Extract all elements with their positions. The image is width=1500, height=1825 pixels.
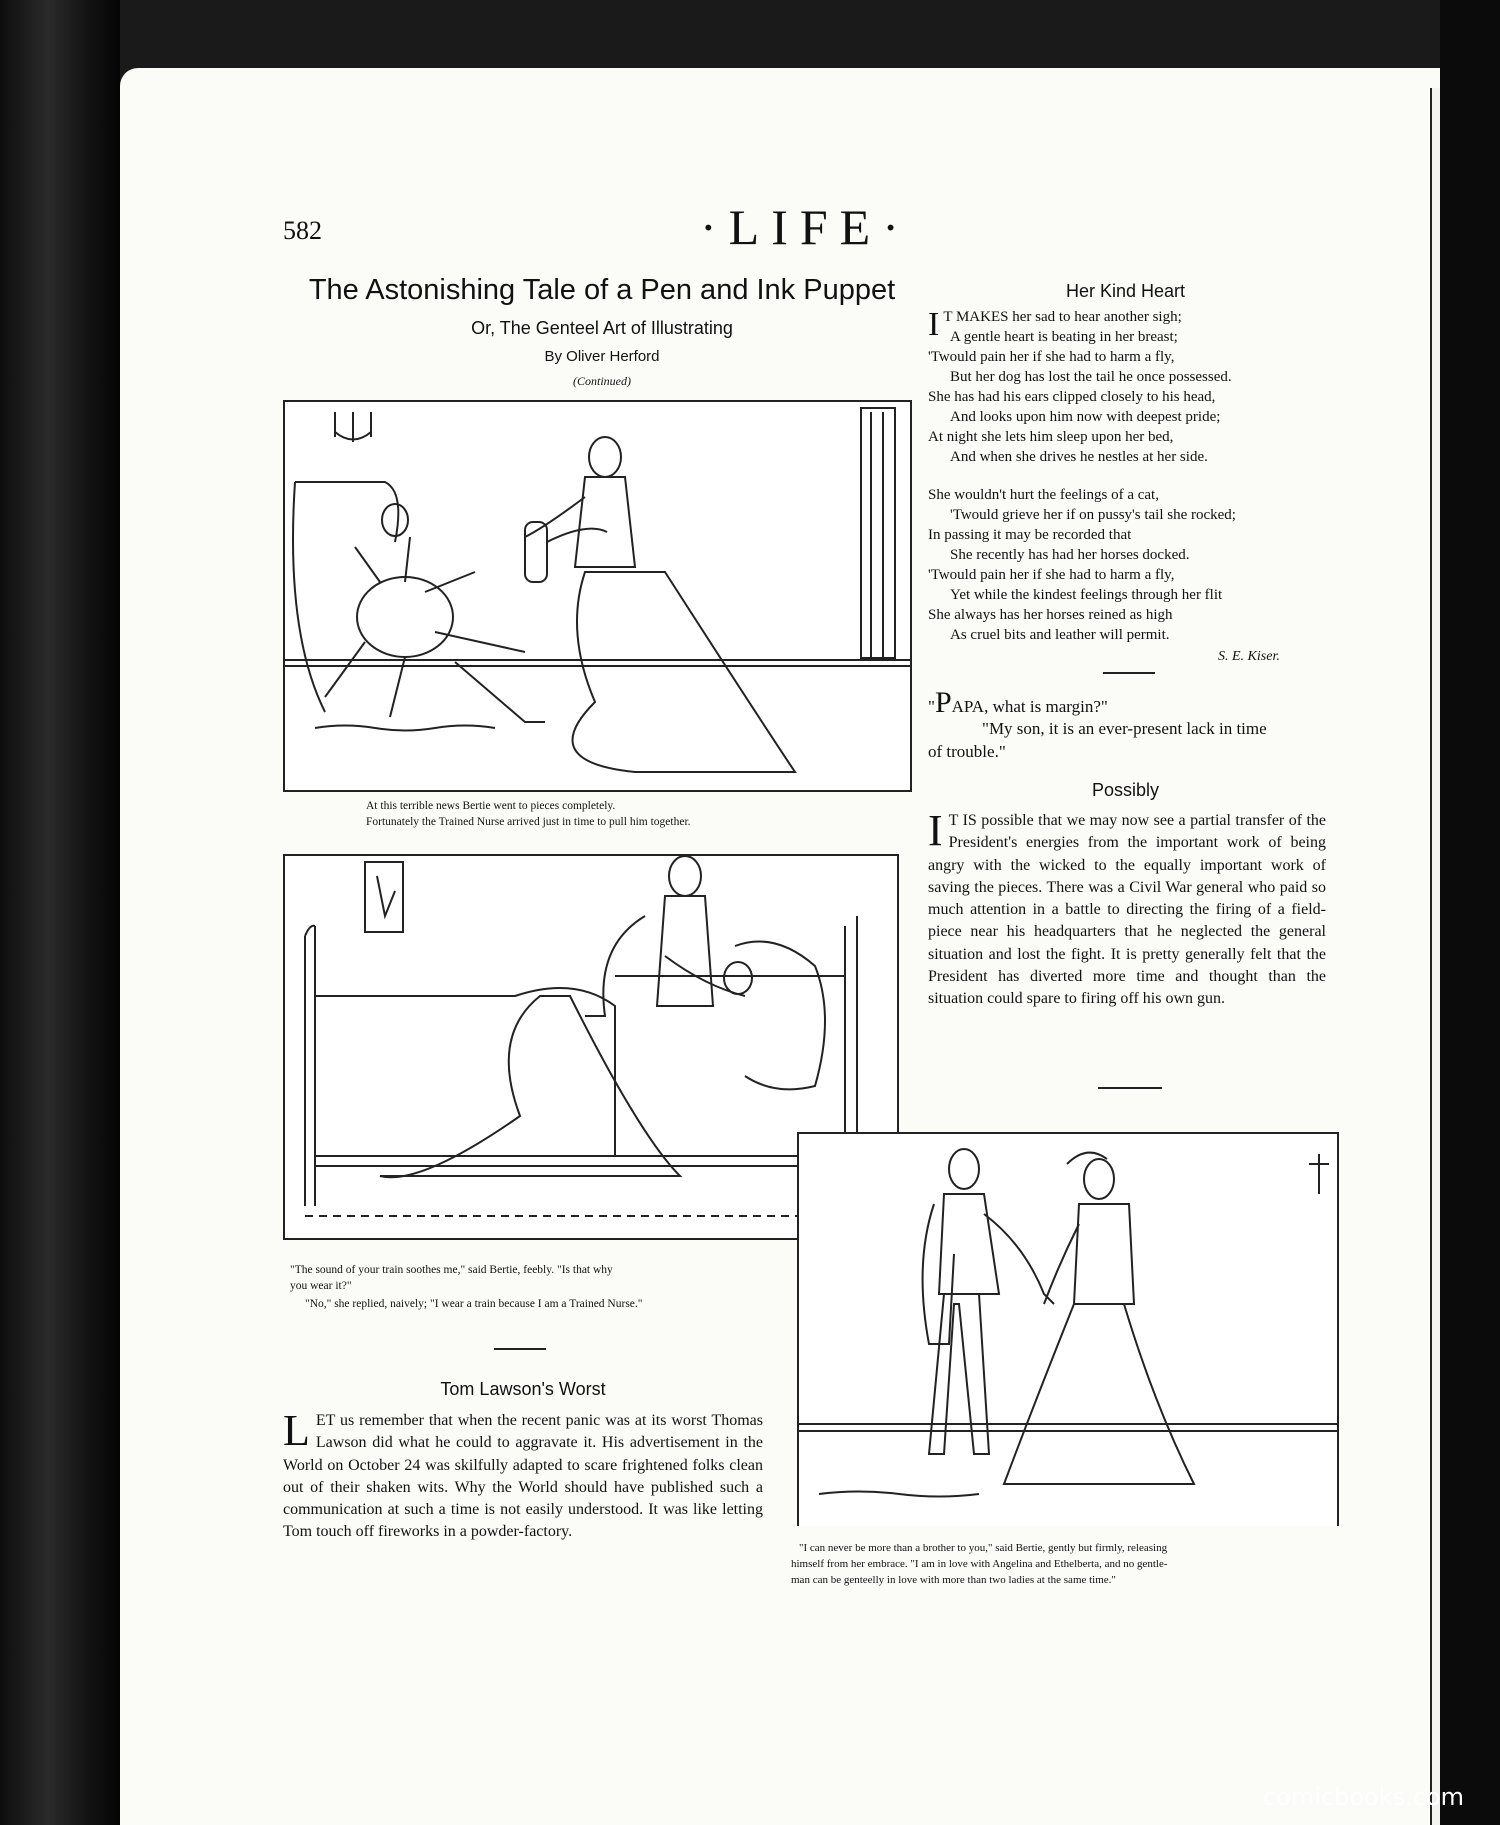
article-byline: By Oliver Herford — [544, 348, 660, 365]
poem-stanza-2 — [928, 485, 1328, 645]
papa-joke — [928, 686, 1328, 763]
poem-author: S. E. Kiser. — [1218, 649, 1280, 664]
poem-line-6: And looks upon him now with deepest pride; — [950, 409, 1221, 425]
drop-cap-i-2: I — [928, 806, 943, 855]
poem-line-11: In passing it may be recorded that — [928, 527, 1132, 543]
poem-line-16: As cruel bits and leather will permit. — [950, 627, 1170, 643]
page-number: 582 — [283, 216, 322, 245]
caption-1-line-2: Fortunately the Trained Nurse arrived just in time to pull him together. — [366, 816, 691, 828]
scan-dark-margin — [0, 0, 120, 1825]
divider-rule — [1098, 1087, 1162, 1089]
possibly-body — [928, 806, 1327, 1011]
poem-line-10: 'Twould grieve her if on pussy's tail she rocked; — [950, 507, 1236, 523]
drop-cap-i: I — [928, 306, 940, 343]
poem-line-3: 'Twould pain her if she had to harm a fly, — [928, 349, 1175, 365]
caption-1-line-1: At this terrible news Bertie went to pieces completely. — [366, 800, 616, 812]
drop-cap-p: P — [934, 686, 952, 719]
poem-stanza-1 — [928, 307, 1328, 467]
illustration-nurse-puppet — [283, 400, 912, 792]
poem-heading: Her Kind Heart — [1065, 281, 1186, 301]
continued-note: (Continued) — [573, 374, 631, 388]
papa-line-3: of trouble." — [928, 741, 1006, 761]
poem-line-13: 'Twould pain her if she had to harm a fly, — [928, 567, 1175, 583]
poem-line-14: Yet while the kindest feelings through her flit — [950, 587, 1223, 603]
watermark: comicbooks.com — [1262, 1783, 1464, 1811]
caption-2-line-2: you wear it?" — [290, 1280, 352, 1292]
caption-3-line-1: "I can never be more than a brother to you," said Bertie, gently but firmly, releasing — [799, 1542, 1168, 1554]
possibly-heading: Possibly — [1091, 780, 1160, 800]
divider-rule — [1103, 672, 1155, 674]
caption-2-line-3: "No," she replied, naively; "I wear a train because I am a Trained Nurse." — [305, 1298, 643, 1310]
poem-line-4: But her dog has lost the tail he once possessed. — [950, 369, 1232, 385]
caption-2-line-1: "The sound of your train soothes me," said Bertie, feebly. "Is that why — [290, 1264, 613, 1276]
article-title: The Astonishing Tale of a Pen and Ink Puppet — [308, 274, 896, 306]
poem-line-8: And when she drives he nestles at her side. — [950, 449, 1208, 465]
papa-open-quote: " — [928, 697, 935, 716]
possibly-text: transfer of the President's energies from the important work of being angry with the wicked to the equally important work of saving the pieces. There was a Civil War general who paid so much attention in a battle to directing the firing of a field-piece near his headquarters that he neglected the general situation and lost the fight. It is pretty generally felt that the President has diverted more time and thought than the situation could spare to firing off his own gun. — [928, 812, 1327, 1008]
caption-3-line-3: man can be genteelly in love with more than two ladies at the same time." — [791, 1574, 1116, 1586]
article-subtitle: Or, The Genteel Art of Illustrating — [471, 318, 733, 338]
tom-lawson-first-line: ET us remember that when the recent panic was at its — [315, 1412, 667, 1429]
possibly-first-line: T IS possible that we may now see a partial — [948, 812, 1231, 829]
poem-line-1: T MAKES her sad to hear another sigh; — [943, 309, 1182, 325]
illustration-bertie-embrace — [797, 1132, 1339, 1526]
poem-line-9: She wouldn't hurt the feelings of a cat, — [928, 487, 1159, 503]
scan-dark-edge — [1440, 0, 1500, 1825]
divider-rule — [494, 1348, 546, 1350]
poem-line-15: She always has her horses reined as high — [928, 607, 1173, 623]
drop-cap-l: L — [283, 1406, 310, 1455]
poem-line-7: At night she lets him sleep upon her bed, — [928, 429, 1174, 445]
tom-lawson-text: worst Thomas Lawson did what he could to aggravate it. His advertisement in the World on October 24 was skilfully adapted to scare frightened folks clean out of their shaken wits. Why the World should have published such a communication at such a time is not easily understood. It was like letting Tom touch off fireworks in a powder-factory. — [283, 1412, 763, 1541]
poem-line-12: She recently has had her horses docked. — [950, 547, 1190, 563]
tom-lawson-body — [283, 1406, 763, 1544]
caption-3-line-2: himself from her embrace. "I am in love with Angelina and Ethelberta, and no gentle- — [791, 1558, 1168, 1570]
papa-line-2: "My son, it is an ever-present lack in time — [982, 719, 1267, 739]
tom-lawson-heading: Tom Lawson's Worst — [440, 1379, 606, 1399]
masthead: ·LIFE· — [700, 199, 911, 255]
papa-line-1: APA, what is margin?" — [951, 697, 1108, 716]
poem-line-2: A gentle heart is beating in her breast; — [950, 329, 1178, 345]
poem-line-5: She has had his ears clipped closely to his head, — [928, 389, 1216, 405]
